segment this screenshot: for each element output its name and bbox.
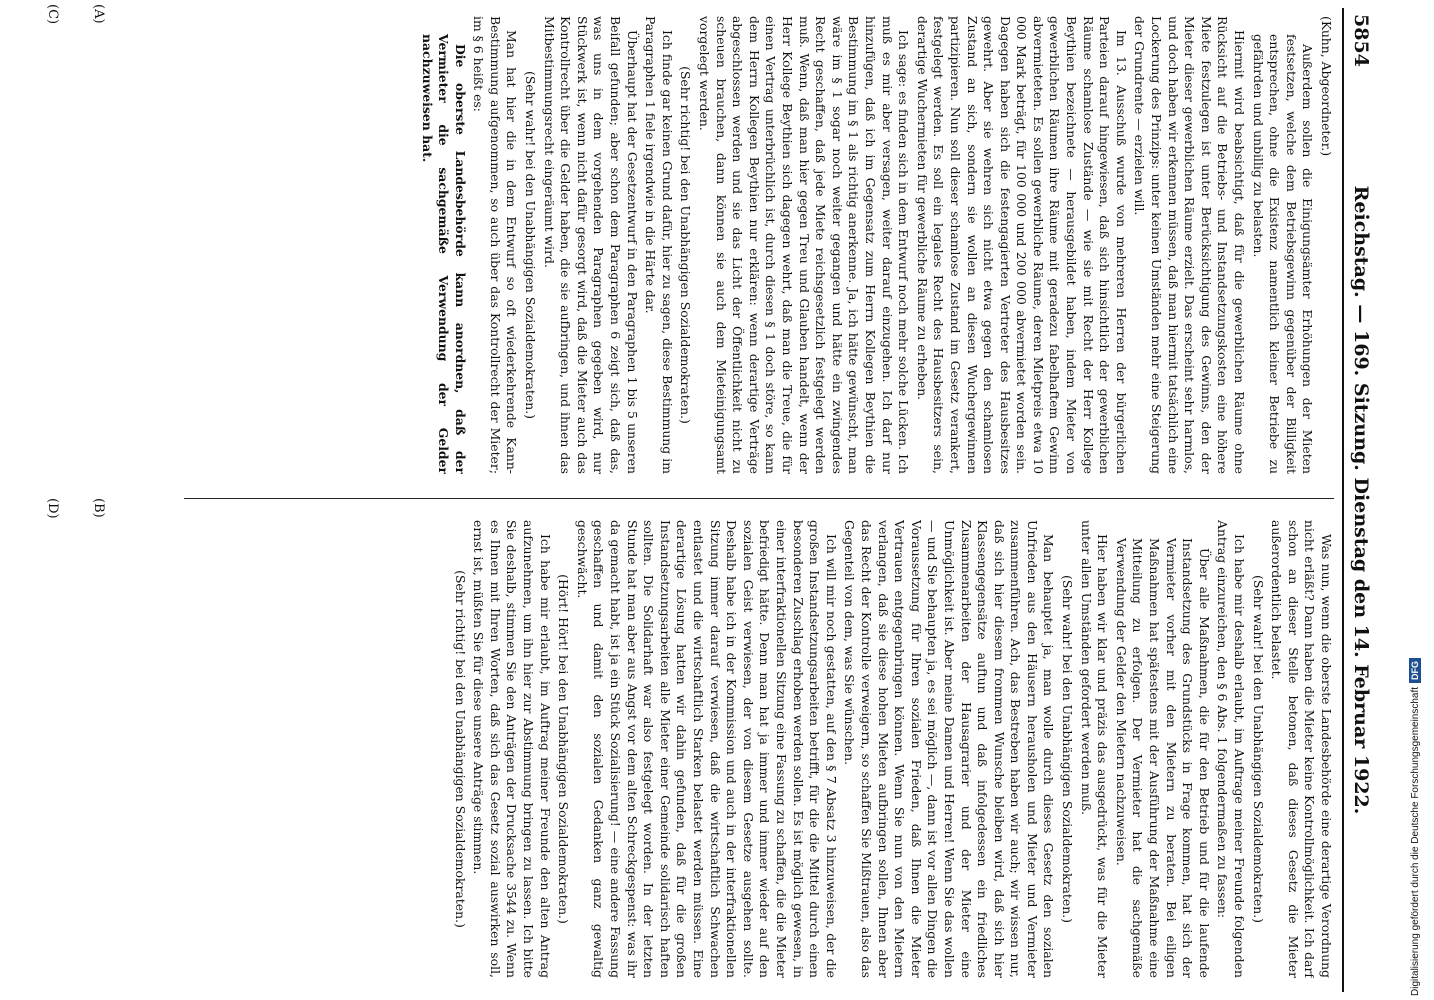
interjection: (Sehr wahr! bei den Unabhängigen Sozialdemokraten.) <box>1060 575 1076 923</box>
paragraph: Ich will mir noch gestatten, auf den § 7 Absatz 3 hinzuweisen, der die großen Instandsetzungsarbeiten betrifft, für die die Mittel durch einen besonderen Zuschlag erhoben werden sollen. Es ist möglich gewesen, in einer interfraktionellen Sitzung eine Fassung zu schaffen, die die Mieter befriedigt hätte. Denn man hat ja immer und immer wieder auf den sozialen Geist verwiesen, der von diesem Gesetze ausgehen sollte. Deshalb habe ich in der Kommission und auch in der interfraktionellen Sitzung immer darauf verwiesen, daß die wirtschaftlich Schwachen entlastet und die wirtschaftlich Starken belastet werden müssen. Eine derartige Lösung hatten wir dahin gefunden, daß für die großen Instandsetzungsarbeiten alle Mieter einer Gemeinde solidarisch haften sollten. Die Solidarhaft war also festgelegt worden. In der letzten Stunde hat man aber aus Angst vor dem alten Schreckgespenst: was ihr da gemacht habt, ist ja ein Stück Sozialisierung! — eine andere Fassung geschaffen und damit den sozialen Gedanken ganz gewaltig geschwächt. <box>574 520 839 978</box>
margin-mark-a: (A) <box>91 4 106 24</box>
paragraph: Ich sage: es finden sich in dem Entwurf noch mehr solche Lücken. Ich muß es mir aber versagen, weiter darauf einzugehen. Ich darf nur hinzufügen, daß ich im Gegensatz zum Herrn Kollegen Beythien die Bestimmung im § 1 als richtig anerkenne. Ja, ich hätte gewünscht, man wäre im § 1 sogar noch weiter gegangen und hätte ein zwingendes Recht geschaffen, daß jede Miete reichsgesetzlich festgelegt werden muß. Wenn, daß man hier gegen Treu und Glauben handelt, wenn der Herr Kollege Beythien sich dagegen wehrt, daß man die Treue, die für einen Vertrag unterbrüchlich ist, durch diesen § 1 doch störe, so kann dem Herrn Kollegen Beythien nur erklären: wenn derartige Verträge abgeschlossen werden und sie das Licht der Öffentlichkeit nicht zu scheuen brauchen, dann können sie auch dem Mieteinigungsamt vorgelegt werden. <box>697 16 912 474</box>
margin-mark-c: (C) <box>45 4 60 25</box>
paragraph: Ich habe mir erlaubt, im Auftrag meiner Freunde den alten Antrag aufzunehmen, um ihn hier zur Abstimmung bringen zu lassen. Ich bitte Sie deshalb, stimmen Sie den Anträgen der Drucksache 3544 zu. Wenn es Ihnen mit Ihren Worten, daß sich das Gesetz sozial auswirken soll, ernst ist, müßten Sie für diese unsere Anträge stimmen. <box>471 520 553 978</box>
interjection: (Sehr richtig! bei den Unabhängigen Sozialdemokraten.) <box>452 570 468 928</box>
paragraph: Überhaupt hat der Gesetzentwurf in den Paragraphen 1 bis 5 unseren Beifall gefunden; aber schon dem Paragraphen 6 zeigt sich, daß das, was uns in dem vorgehenden Paragraphen gegeben wird, nur Stückwerk ist, wenn nicht dafür gesorgt wird, daß die Mieter auch das Kontrollrecht über die Gelder haben, die sie aufbringen, und ihnen das Mitbestimmungsrecht eingeräumt wird. <box>541 16 640 474</box>
paragraph: Hiermit wird beabsichtigt, daß für die gewerblichen Räume ohne Rücksicht auf die Betriebs- und Instandsetzungskosten eine höhere Miete festzulegen ist unter Berücksichtigung des Gewinns, den der Mieter dieser gewerblichen Räume erzielt. Das erscheint sehr harmlos, und doch haben wir erkennen müssen, daß man hiermit tatsächlich eine Lockerung des Prinzips: unter keinen Umständen mehr eine Steigerung der Grundrente — erzielen will. <box>1132 16 1248 474</box>
paragraph: Was nun, wenn die oberste Landesbehörde eine derartige Verordnung nicht erläßt? Dann haben die Mieter keine Kontrollmöglichkeit. Ich darf schon an dieser Stelle betonen, daß dieses Gesetz die Mieter außerordentlich belastet. <box>1269 520 1334 978</box>
digitization-text: Digitalisierung gefördert durch die Deutsche Forschungsgemeinschaft <box>1410 686 1421 996</box>
paragraph: Man hat hier die in dem Entwurf so oft wiederkehrende Kann-Bestimmung aufgenommen, so auch über das Kontrollrecht der Mieter; im § 6 heißt es: <box>471 16 520 474</box>
page-header <box>1342 8 1378 992</box>
header-rule <box>1342 8 1344 992</box>
paragraph: Ich habe mir deshalb erlaubt, im Auftrage meiner Freunde folgenden Antrag einzureichen, den § 6 Abs. 1 folgendermaßen zu fassen: <box>1215 520 1248 978</box>
paragraph: Man behauptet ja, man wolle durch dieses Gesetz den sozialen Unfrieden aus den Häusern herausholen und Mieter und Vermieter zusammenführen. Ach, das Bestreben haben wir auch; wir wissen nur, daß sich hier diesem frommen Wunsche bleiben wird, daß sich hier Klassengegensätze auftun und daß infolgedessen ein friedliches Zusammenarbeiten der Hausagrarier und der Mieter eine Unmöglichkeit ist. Aber meine Damen und Herren! Wenn Sie das wollen — und Sie behaupten ja, es sei möglich —, dann ist vor allen Dingen die Voraussetzung für Ihren sozialen Frieden, daß Ihnen die Mieter Vertrauen entgegenbringen können. Wenn Sie nun von den Mietern verlangen, daß sie diese hohen Mieten aufbringen sollen, Ihnen aber das Recht der Kontrolle verweigern, so schaffen Sie Mißtrauen, also das Gegenteil von dem, was Sie wünschen. <box>842 520 1057 978</box>
interjection: (Hört! Hört! bei den Unabhängigen Sozialdemokraten.) <box>556 574 572 924</box>
interjection: (Sehr wahr! bei den Unabhängigen Sozialdemokraten.) <box>523 71 539 419</box>
quoted-motion: Über alle Maßnahmen, die für den Betrieb und für die laufende Instandsetzung des Grundstücks in Frage kommen, hat sich der Vermieter vorher mit den Mietern zu beraten. Bei eiligen Maßnahmen hat spätestens mit der Ausführung der Maßnahme eine Mitteilung zu erfolgen. Der Vermieter hat die sachgemäße Verwendung der Gelder den Mietern nachzuweisen. <box>1113 538 1212 978</box>
margin-mark-d: (D) <box>45 498 60 519</box>
paragraph: Im 13. Ausschuß wurde von mehreren Herren der bürgerlichen Parteien darauf hingewiesen, daß sich hinsichtlich der gewerblichen Räume schamlose Zustände — wie sie mit Recht der Herr Kollege Beythien bezeichnete — herausgebildet haben, indem Mieter von gewerblichen Räumen ihre Räume mit geradezu fabelhaftem Gewinn abvermieteten. Es sollen gewerbliche Räume, deren Mietpreis etwa 10 000 Mark beträgt, für 100 000 und 200 000 abvermietet worden sein. Dagegen haben sich die festengagierten Vertreter des Hausbesitzes gewehrt. Aber sie wehren sich nicht etwa gegen den schamlosen Zustand an sich, sondern sie wollen an diesen Wuchergewinnen partizipieren. Nun soll dieser schamlose Zustand im Gesetz verankert, festgelegt werden. Es soll ein legales Recht des Hausbesitzers sein, derartige Wuchermieten für gewerbliche Räume zu erheben. <box>914 16 1129 474</box>
page-header-title: Reichstag. — 169. Sitzung. Dienstag den 14. Februar 1922. <box>1350 185 1372 815</box>
speaker-line: (Kuhn, Abgeordneter.) <box>1319 16 1334 157</box>
left-column <box>114 16 1334 474</box>
paragraph: Außerdem sollen die Einigungsämter Erhöhungen der Mieten festsetzen, welche dem Betriebsgewinn gegenüber der Billigkeit entsprechen, ohne die Existenz namentlich kleiner Betriebe zu gefährden und unbillig zu belasten. <box>1250 34 1316 474</box>
interjection: (Sehr richtig! bei den Unabhängigen Sozialdemokraten.) <box>678 66 694 424</box>
dfg-logo: DFG <box>1409 658 1421 683</box>
margin-mark-b: (B) <box>91 498 106 518</box>
rotated-page <box>8 4 1378 992</box>
digitization-note <box>1409 658 1421 996</box>
quoted-law: Die oberste Landesbehörde kann anordnen, daß der Vermieter die sachgemäße Verwendung der Gelder nachzuweisen hat. <box>419 34 468 474</box>
right-column <box>114 520 1334 978</box>
page-number: 5854 <box>1350 14 1372 67</box>
column-divider <box>184 498 1334 499</box>
paragraph: Ich finde gar keinen Grund dafür, hier zu sagen, diese Bestimmung im Paragraphen 1 fiele irgendwie in die Härte dar. <box>643 16 675 474</box>
interjection: (Sehr wahr! bei den Unabhängigen Sozialdemokraten.) <box>1250 575 1266 923</box>
paragraph: Hier haben wir klar und präzis das ausgedrückt, was für die Mieter unter allen Umständen gefordert werden muß. <box>1078 520 1111 978</box>
